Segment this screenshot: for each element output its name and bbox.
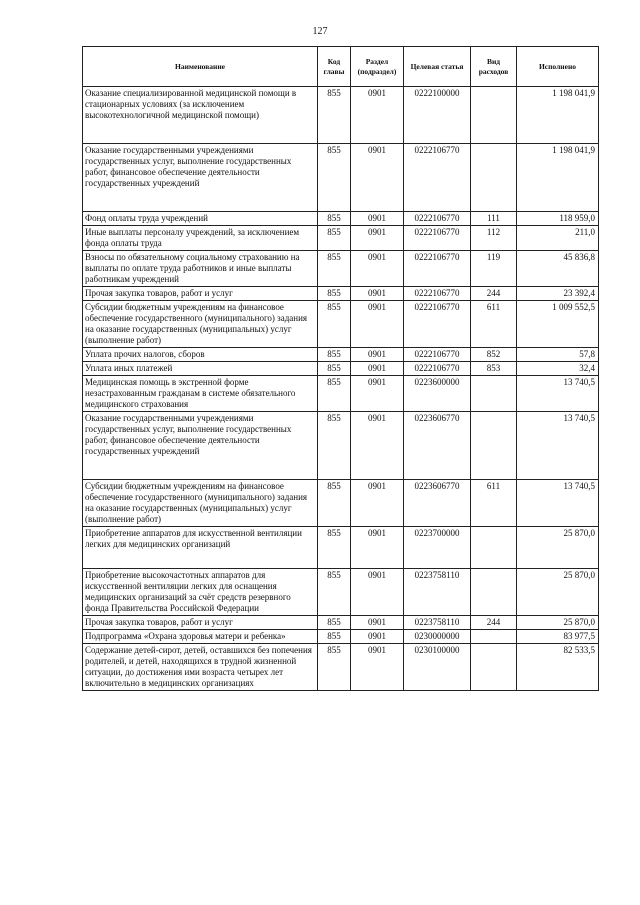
table-row	[83, 348, 599, 362]
table-row	[83, 480, 599, 527]
cell-executed: 13 740,5	[517, 376, 599, 412]
cell-name: Иные выплаты персоналу учреждений, за исключением фонда оплаты труда	[83, 226, 318, 251]
cell-target: 0222106770	[404, 144, 471, 212]
cell-executed: 25 870,0	[517, 527, 599, 569]
cell-name: Приобретение высокочастотных аппаратов для искусственной вентиляции легких для оснащения медицинских организаций за счёт средств резервного фонда Правительства Российской Федерации	[83, 569, 318, 616]
cell-executed: 32,4	[517, 362, 599, 376]
cell-code: 855	[318, 376, 351, 412]
cell-name: Взносы по обязательному социальному страхованию на выплаты по оплате труда работников и иные выплаты работникам учреждений	[83, 251, 318, 287]
header-code: Код главы	[318, 47, 351, 87]
cell-target: 0230000000	[404, 630, 471, 644]
cell-code: 855	[318, 212, 351, 226]
cell-section: 0901	[351, 287, 404, 301]
cell-code: 855	[318, 251, 351, 287]
cell-code: 855	[318, 144, 351, 212]
cell-executed: 25 870,0	[517, 616, 599, 630]
cell-code: 855	[318, 87, 351, 144]
cell-executed: 211,0	[517, 226, 599, 251]
cell-section: 0901	[351, 480, 404, 527]
cell-section: 0901	[351, 362, 404, 376]
cell-expense-type: 853	[471, 362, 517, 376]
cell-name: Субсидии бюджетным учреждениям на финансовое обеспечение государственного (муниципального) задания на оказание государственных (муниципальных) услуг (выполнение работ)	[83, 480, 318, 527]
cell-name: Уплата прочих налогов, сборов	[83, 348, 318, 362]
table-row	[83, 376, 599, 412]
cell-expense-type: 244	[471, 287, 517, 301]
cell-executed: 1 009 552,5	[517, 301, 599, 348]
cell-code: 855	[318, 362, 351, 376]
cell-name: Уплата иных платежей	[83, 362, 318, 376]
table-row	[83, 644, 599, 691]
table-row	[83, 87, 599, 144]
table-row	[83, 630, 599, 644]
cell-section: 0901	[351, 87, 404, 144]
cell-section: 0901	[351, 251, 404, 287]
cell-executed: 45 836,8	[517, 251, 599, 287]
cell-expense-type: 111	[471, 212, 517, 226]
cell-section: 0901	[351, 616, 404, 630]
cell-expense-type: 244	[471, 616, 517, 630]
header-expense-type: Вид расходов	[471, 47, 517, 87]
cell-target: 0223758110	[404, 616, 471, 630]
table-row	[83, 287, 599, 301]
table-row	[83, 412, 599, 480]
table-row	[83, 144, 599, 212]
header-name: Наименование	[83, 47, 318, 87]
cell-section: 0901	[351, 144, 404, 212]
cell-target: 0223606770	[404, 412, 471, 480]
cell-code: 855	[318, 480, 351, 527]
cell-code: 855	[318, 412, 351, 480]
cell-expense-type	[471, 144, 517, 212]
cell-target: 0223600000	[404, 376, 471, 412]
cell-expense-type	[471, 412, 517, 480]
cell-target: 0223758110	[404, 569, 471, 616]
cell-code: 855	[318, 226, 351, 251]
cell-name: Содержание детей-сирот, детей, оставшихся без попечения родителей, и детей, находящихся в трудной жизненной ситуации, до достижения ими возраста четырех лет включительно в медицинских организациях	[83, 644, 318, 691]
table-row	[83, 616, 599, 630]
cell-section: 0901	[351, 644, 404, 691]
cell-code: 855	[318, 527, 351, 569]
cell-target: 0230100000	[404, 644, 471, 691]
header-target: Целевая статья	[404, 47, 471, 87]
cell-expense-type	[471, 87, 517, 144]
table-row	[83, 527, 599, 569]
cell-section: 0901	[351, 569, 404, 616]
cell-section: 0901	[351, 212, 404, 226]
cell-expense-type	[471, 569, 517, 616]
cell-code: 855	[318, 301, 351, 348]
cell-code: 855	[318, 569, 351, 616]
cell-name: Медицинская помощь в экстренной форме незастрахованным гражданам в системе обязательного медицинского страхования	[83, 376, 318, 412]
cell-code: 855	[318, 287, 351, 301]
cell-expense-type	[471, 630, 517, 644]
cell-executed: 25 870,0	[517, 569, 599, 616]
cell-target: 0222106770	[404, 348, 471, 362]
cell-executed: 82 533,5	[517, 644, 599, 691]
cell-executed: 118 959,0	[517, 212, 599, 226]
cell-expense-type	[471, 527, 517, 569]
cell-code: 855	[318, 616, 351, 630]
cell-expense-type: 852	[471, 348, 517, 362]
table-row	[83, 301, 599, 348]
cell-target: 0222106770	[404, 301, 471, 348]
cell-name: Прочая закупка товаров, работ и услуг	[83, 616, 318, 630]
cell-executed: 23 392,4	[517, 287, 599, 301]
cell-target: 0222106770	[404, 287, 471, 301]
cell-name: Подпрограмма «Охрана здоровья матери и ребенка»	[83, 630, 318, 644]
cell-target: 0222106770	[404, 251, 471, 287]
cell-executed: 1 198 041,9	[517, 87, 599, 144]
table-row	[83, 226, 599, 251]
cell-code: 855	[318, 348, 351, 362]
cell-name: Субсидии бюджетным учреждениям на финансовое обеспечение государственного (муниципального) задания на оказание государственных (муниципальных) услуг (выполнение работ)	[83, 301, 318, 348]
cell-target: 0222106770	[404, 212, 471, 226]
cell-target: 0222100000	[404, 87, 471, 144]
cell-executed: 1 198 041,9	[517, 144, 599, 212]
cell-expense-type	[471, 376, 517, 412]
cell-code: 855	[318, 630, 351, 644]
cell-section: 0901	[351, 630, 404, 644]
cell-code: 855	[318, 644, 351, 691]
cell-section: 0901	[351, 412, 404, 480]
cell-target: 0222106770	[404, 226, 471, 251]
cell-executed: 13 740,5	[517, 480, 599, 527]
cell-section: 0901	[351, 527, 404, 569]
cell-expense-type: 119	[471, 251, 517, 287]
header-section: Раздел (подраздел)	[351, 47, 404, 87]
cell-executed: 83 977,5	[517, 630, 599, 644]
header-executed: Исполнено	[517, 47, 599, 87]
cell-name: Оказание государственными учреждениями государственных услуг, выполнение государственных работ, финансовое обеспечение деятельности государственных учреждений	[83, 412, 318, 480]
cell-section: 0901	[351, 226, 404, 251]
cell-section: 0901	[351, 348, 404, 362]
cell-name: Фонд оплаты труда учреждений	[83, 212, 318, 226]
cell-target: 0222106770	[404, 362, 471, 376]
cell-target: 0223606770	[404, 480, 471, 527]
budget-table	[82, 46, 599, 691]
table-row	[83, 251, 599, 287]
cell-executed: 57,8	[517, 348, 599, 362]
cell-expense-type: 611	[471, 301, 517, 348]
cell-name: Оказание государственными учреждениями государственных услуг, выполнение государственных работ, финансовое обеспечение деятельности государственных учреждений	[83, 144, 318, 212]
table-row	[83, 212, 599, 226]
cell-name: Оказание специализированной медицинской помощи в стационарных условиях (за исключением высокотехнологичной медицинской помощи)	[83, 87, 318, 144]
cell-expense-type	[471, 644, 517, 691]
page-number: 127	[312, 26, 328, 37]
cell-expense-type: 112	[471, 226, 517, 251]
cell-expense-type: 611	[471, 480, 517, 527]
cell-section: 0901	[351, 376, 404, 412]
cell-target: 0223700000	[404, 527, 471, 569]
cell-section: 0901	[351, 301, 404, 348]
table-row	[83, 362, 599, 376]
cell-executed: 13 740,5	[517, 412, 599, 480]
cell-name: Прочая закупка товаров, работ и услуг	[83, 287, 318, 301]
table-header-row	[83, 47, 599, 87]
cell-name: Приобретение аппаратов для искусственной вентиляции легких для медицинских организаций	[83, 527, 318, 569]
table-row	[83, 569, 599, 616]
